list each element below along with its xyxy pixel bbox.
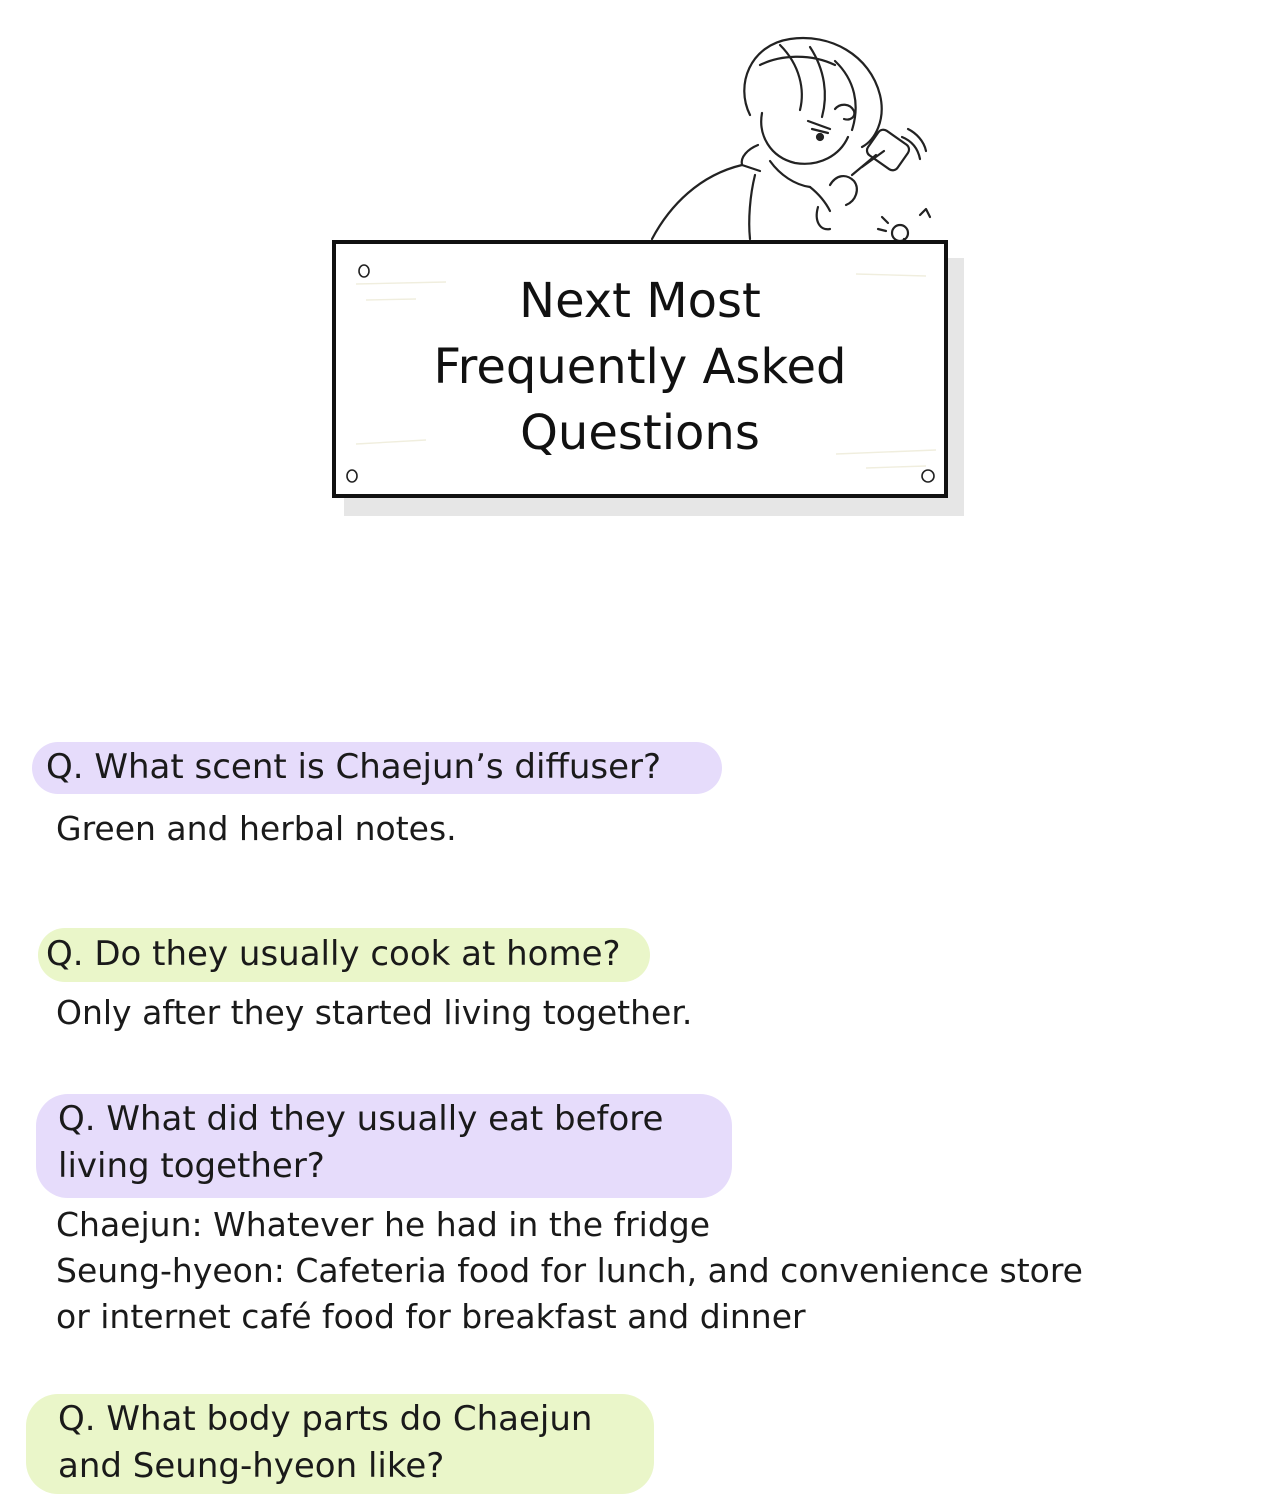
page-title bbox=[336, 268, 944, 466]
question-line: living together? bbox=[58, 1146, 325, 1186]
answer-line: Chaejun: Whatever he had in the fridge bbox=[56, 1205, 711, 1244]
answer-line: or internet café food for breakfast and dinner bbox=[56, 1297, 806, 1336]
question-text: Q. What scent is Chaejun’s diffuser? bbox=[46, 747, 662, 787]
question-text: Q. Do they usually cook at home? bbox=[46, 934, 621, 974]
question-line: Q. What body parts do Chaejun bbox=[58, 1399, 593, 1439]
question-pill bbox=[32, 742, 722, 794]
character-illustration bbox=[630, 25, 950, 265]
answer-line: Green and herbal notes. bbox=[56, 809, 457, 848]
question-line: Q. What did they usually eat before bbox=[58, 1099, 664, 1139]
answer-line: Seung-hyeon: Cafeteria food for lunch, and convenience store bbox=[56, 1251, 1083, 1290]
question-pill bbox=[36, 1094, 732, 1198]
chibi-character-hammering-nail-icon bbox=[630, 25, 950, 265]
title-line: Questions bbox=[520, 405, 760, 461]
answer-text bbox=[56, 990, 692, 1036]
title-line: Frequently Asked bbox=[433, 339, 847, 395]
answer-text bbox=[56, 1202, 1083, 1340]
answer-text bbox=[56, 806, 457, 852]
question-pill bbox=[26, 1394, 654, 1494]
title-line: Next Most bbox=[519, 273, 761, 329]
title-sign bbox=[332, 240, 948, 498]
question-pill bbox=[38, 928, 650, 982]
answer-line: Only after they started living together. bbox=[56, 993, 693, 1032]
question-line: and Seung-hyeon like? bbox=[58, 1446, 445, 1486]
